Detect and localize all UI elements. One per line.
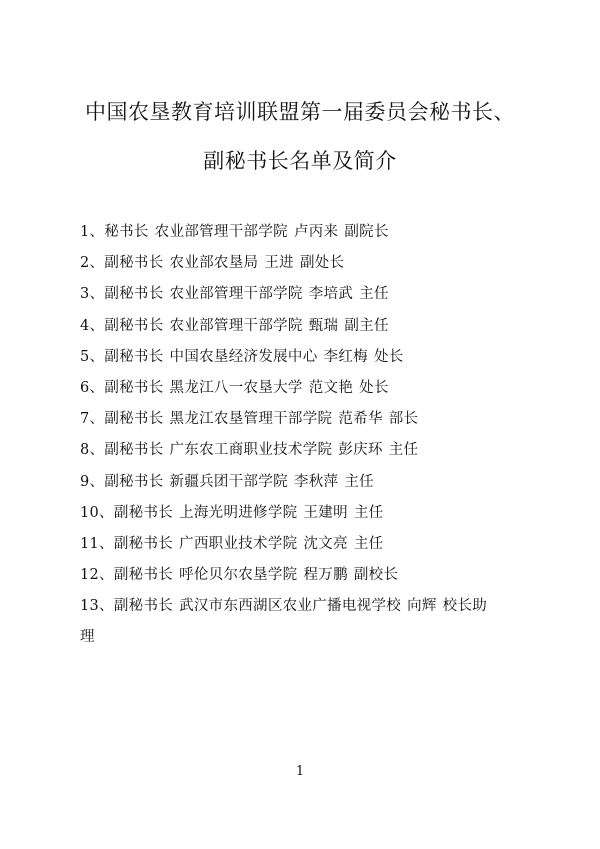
item-role: 副秘书长: [104, 317, 164, 334]
item-number-role: [80, 474, 164, 490]
item-role: 秘书长: [104, 224, 149, 240]
list-item: [80, 404, 550, 435]
item-role: 副秘书长: [104, 442, 164, 459]
list-item: [80, 311, 550, 342]
item-number: 9、: [80, 473, 105, 490]
item-role: 副秘书长: [104, 411, 164, 428]
item-organization: 武汉市东西湖区农业广播电视学校: [179, 598, 402, 615]
item-organization: 农业部管理干部学院: [169, 286, 303, 303]
list-item: [80, 279, 550, 310]
item-organization: 黑龙江八一农垦大学: [169, 379, 303, 396]
item-position: 部长: [388, 411, 419, 428]
item-number-role: [80, 567, 173, 583]
item-name: 范文艳: [308, 379, 354, 396]
document-title-line-2: 副秘书长名单及简介: [203, 149, 397, 173]
item-organization: 农业部管理干部学院: [169, 317, 303, 334]
item-name: 范希华: [338, 411, 383, 428]
item-number: 8、: [80, 442, 105, 459]
item-organization: 上海光明进修学院: [179, 504, 298, 521]
item-number-role: [80, 598, 173, 614]
item-position: 副主任: [344, 317, 389, 334]
item-number: 4、: [80, 317, 105, 334]
item-position: 主任: [344, 473, 374, 490]
item-organization: 农业部农垦局: [169, 255, 259, 272]
item-number-role: [80, 286, 164, 302]
item-number-role: [80, 224, 149, 240]
item-organization: 呼伦贝尔农垦学院: [179, 567, 298, 584]
list-item: [80, 248, 550, 279]
item-position: 副院长: [344, 224, 389, 240]
item-number: 13、: [80, 598, 114, 615]
item-organization: 农业部管理干部学院: [154, 224, 288, 240]
item-number: 12、: [80, 567, 114, 584]
item-name: 程万鹏: [303, 567, 348, 584]
item-role: 副秘书长: [104, 473, 164, 490]
item-number: 11、: [80, 535, 114, 552]
item-name: 李培武: [308, 286, 354, 303]
document-title-line-1: 中国农垦教育培训联盟第一届委员会秘书长、: [85, 100, 515, 124]
item-name: 彭庆环: [338, 442, 383, 459]
list-item: [80, 373, 550, 404]
item-number-role: [80, 505, 173, 521]
item-position: 主任: [388, 442, 419, 459]
item-number-role: [80, 411, 164, 427]
item-name: 甄瑞: [308, 317, 339, 334]
item-position: 处长: [359, 379, 389, 396]
list-item: [80, 342, 550, 373]
item-position: 主任: [359, 286, 389, 303]
member-list: [80, 217, 550, 653]
item-position: 校长助理: [80, 598, 488, 646]
item-position: 主任: [353, 504, 384, 521]
item-role: 副秘书长: [104, 255, 164, 272]
item-number-role: [80, 380, 164, 396]
item-name: 沈文亮: [303, 535, 348, 552]
list-item: [80, 529, 550, 560]
item-organization: 广西职业技术学院: [179, 535, 298, 552]
item-name: 向辉: [407, 598, 437, 615]
item-organization: 中国农垦经济发展中心: [169, 348, 318, 365]
item-organization: 广东农工商职业技术学院: [169, 442, 333, 459]
item-number: 5、: [80, 348, 105, 365]
list-item: [80, 467, 550, 498]
item-role: 副秘书长: [113, 535, 174, 552]
item-number: 7、: [80, 411, 105, 428]
item-role: 副秘书长: [104, 348, 164, 365]
item-number-role: [80, 255, 164, 271]
list-item: [80, 217, 550, 248]
item-number: 1、: [80, 224, 105, 240]
item-number: 2、: [80, 255, 105, 272]
item-position: 处长: [373, 348, 404, 365]
item-role: 副秘书长: [113, 504, 174, 521]
list-item: [80, 560, 550, 591]
list-item: [80, 498, 550, 529]
item-name: 王进: [264, 255, 294, 272]
page-number: 1: [295, 764, 305, 779]
item-role: 副秘书长: [113, 598, 174, 615]
item-number: 10、: [80, 504, 114, 521]
item-number-role: [80, 349, 164, 365]
item-role: 副秘书长: [104, 286, 164, 303]
item-number: 3、: [80, 286, 105, 303]
item-position: 副校长: [353, 567, 399, 584]
item-organization: 黑龙江农垦管理干部学院: [169, 411, 333, 428]
item-number-role: [80, 536, 173, 552]
list-item: [80, 591, 500, 653]
item-number-role: [80, 318, 164, 334]
item-number-role: [80, 442, 164, 458]
item-role: 副秘书长: [113, 567, 174, 584]
item-organization: 新疆兵团干部学院: [169, 473, 288, 490]
item-name: 卢丙来: [293, 224, 339, 240]
item-name: 李红梅: [323, 348, 368, 365]
item-number: 6、: [80, 379, 105, 396]
item-position: 副处长: [299, 255, 345, 272]
item-name: 李秋萍: [293, 473, 339, 490]
item-name: 王建明: [303, 504, 348, 521]
list-item: [80, 435, 550, 466]
item-role: 副秘书长: [104, 379, 164, 396]
item-position: 主任: [353, 535, 384, 552]
